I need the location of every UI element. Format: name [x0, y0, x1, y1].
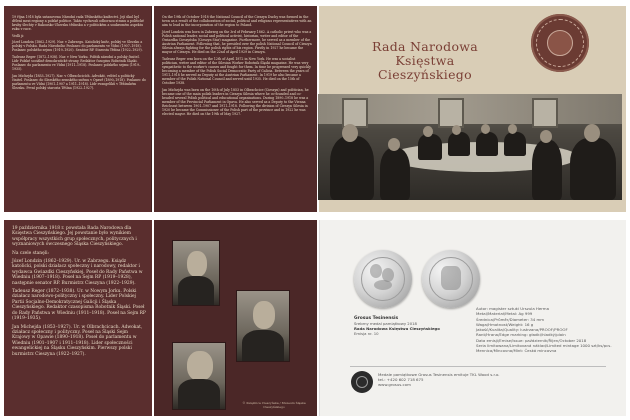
medal-issuer: Grosus Tesinensis: [354, 316, 399, 321]
english-paragraph: Józef Londzin was born in Zabrzeg on the 3rd of February 1862. A catholic priest who was a Polish national leader, social and political activist, historian, writer and editor of the Gwiazdka Cieszyńska (Cieszyn Star) magazine. Furthermore, he served as a member of the Austrian Parliament. Following that, he presided over the polish National Council of Cieszyn Silesia always fighting for the polish rights of his region. Firstly in 1927 he became the mayor of Cieszyn. He died on the 22nd of April 1929 in Cieszyn.: [162, 29, 312, 55]
spec-line: Mennica/Mincovna/Mint: Česká mincovna: [476, 348, 557, 354]
czech-paragraph: Józef Londzin (1862–1929). Nar. v Zabrzegu. Katolický kněz, polský ve Slezsku a polský v Polsku. Rada Národního Poslanec do parlamentu ve Vídni (1907–1918). Poslanec polského sejmu (1919–1920). Senátor RP. Starosta Těšína (1922–1929).: [12, 40, 143, 53]
seal-emblem: [547, 30, 573, 56]
portrait-michejda: [172, 342, 226, 410]
polish-paragraph: Jan Michejda (1853–1927). Ur. w Olbrachcicach. Adwokat, działacz społeczny i polityczny. Poseł na Śląski Sejm Krajowy w Opawie (1890–1918). Poseł do parlamentu w Wiedniu (1901–1907 i 1911–1918). Lider społeczności ewangelickiej na Śląsku Cieszyńskim. Pierwszy polski burmistrz Cieszyna (1922–1927).: [12, 324, 143, 357]
czech-text-panel: [4, 6, 152, 212]
medal-reverse-image: [422, 250, 480, 308]
photo-figure: [476, 132, 498, 156]
photo-window: [532, 98, 558, 128]
polish-paragraph: Józef Londzin (1862–1929). Ur. w Zabrzegu. Ksiądz katolicki, polski działacz społeczny i narodowy, redaktor i wydawca Gwiazdki Cieszyńskiej. Poseł do Rady Państwa w Wiedniu (1907–1918). Poseł na Sejm RP (1919–1928), następnie senator RP. Burmistrz Cieszyna (1922–1929).: [12, 259, 143, 286]
portrait-face: [187, 351, 213, 381]
medal-relief: [374, 280, 392, 290]
czech-paragraph: Tadeusz Reger (1872–1938). Nar. v New Yorku. Politik národní a polský činitel. Lídr Polské sociálně demokratické strany. Redaktor časopisu Robotnik Śląski. Poslanec do parlamentu ve Vídni (1911–1918). Poslanec polského sejmu (1919–1935).: [12, 54, 141, 72]
mint-phone: tel.: +420 602 718 675: [378, 377, 424, 383]
mint-website: www.grosus.com: [378, 382, 411, 388]
brochure-title: [350, 40, 500, 82]
spec-line: Data emisji/Emise/Issue: październik/Říjen/October 2018: [476, 337, 587, 343]
spec-line: Rant/Hrana/Edge marking: gładki/hladký/plain: [476, 332, 566, 338]
photo-figure-head: [388, 138, 400, 151]
czech-paragraph: 19 října 1918 byla ustanovena Národní rada Těšínského knížectví. Její úkol byl dělení mezi regiony a polské politice. Takto vychovali odbornou stranu a politické kruhy šlechty v Rakousko-Uhersku těšínsku a v politickém a soukromém aspektu ruku v ruce.: [12, 15, 144, 32]
english-paragraph: Jan Michejda was born on the 10th of July 1853 in Olbrachcice (Cieszyn) and politician, he became one of the main polish leaders in Cieszyn Silesia where he co-founded and co-headed several Polish political and educational organisations. During 1890–1918 he was a member of the Provincial Parliament in Opava. He also served as a Deputy to the Vienna Reichsrat between 1901–1907 and 1911–1918. Following the division of Cieszyn Silesia in 1920 he became the Commissioner of the Polish part of the province and in 1922 he was elected mayor. He died on the 19th of May 1927.: [162, 87, 309, 117]
photo-figure: [532, 140, 562, 200]
photo-figure-head: [481, 124, 490, 134]
english-paragraph: Tadeusz Reger was born on the 12th of April 1872 in New York. He was a socialist politician, writer and editor of the Silesian Worker Robotnik Śląski magazine. He was very sympathetic to the worker's causes and fought for them. In time he progressed very quickly becoming a member of the Polish Social Democratic Party of Galicia. Between the years of 1911–1918 he served as Deputy at the Austrian Parliament. In 1919 he also became a member of the Polish National Council and served until 1935. He died on the 15th of October 1938.: [162, 56, 311, 86]
czech-paragraph: Jan Michejda (1853–1927). Nar. v Olbrachcicích. Advokát, velitel a politický činitel. Poslanec do Slezského zemského sněmu v Opavě (1890–1918). Poslanec do parlamentu ve Vídni (1901–1907 a 1911–1918). Lídr evangelíků v Těšínském Slezsku. První polský starosta Těšína (1922–1927).: [12, 73, 146, 90]
photo-credit: © Książnica Cieszyńska / Muzeum Śląska Cieszyńskiego: [242, 401, 306, 410]
spec-line: Jakość/Kvalita/Quality: lustrzana/PROOF/PROOF: [476, 327, 568, 333]
portrait-face: [253, 301, 275, 329]
medal-obverse-image: [354, 250, 412, 308]
photo-figure: [448, 132, 470, 156]
coin-card-spread: [4, 220, 626, 416]
spec-line: Metal/Materiał/Metal: Ag 999: [476, 311, 533, 317]
polish-paragraph: Tadeusz Reger (1872–1938). Ur. w Nowym Jorku. Polski działacz narodowo-polityczny i społeczny. Lider Polskiej Partii Socjalno-Demokratycznej Galicji i Śląska Cieszyńskiego. Redaktor czasopisma Robotnik Śląski. Poseł do Rady Państwa w Wiedniu (1911–1918). Poseł na Sejm RP (1919–1935).: [12, 289, 146, 322]
mint-contact: [378, 372, 598, 388]
brochure-title-line: Księstwa Cieszyńskiego: [378, 53, 472, 82]
photo-figure-head: [540, 130, 552, 143]
photo-figure: [330, 136, 374, 200]
english-text-column: [162, 15, 312, 119]
czech-text-column: [12, 15, 146, 92]
polish-text-column: [12, 226, 146, 360]
english-text-panel: [154, 6, 317, 212]
photo-figure-head: [584, 124, 600, 142]
portrait-face: [187, 251, 207, 277]
portrait-reger: [236, 290, 290, 362]
medal-series: Srebrny medal pamiątkowy 2018: [354, 321, 417, 326]
polish-paragraph: 19 października 1918 r. powstała Rada Narodowa dla Księstwa Cieszyńskiego. Jej powstanie było wynikiem współpracy wszystkich grup społecznych, politycznych i wyznaniowych ówczesnego Śląska Cieszyńskiego.: [12, 226, 137, 248]
photo-figure-head: [508, 124, 517, 134]
photo-window: [342, 98, 368, 128]
spec-line: Seria limitowana/Limitovaná náklad/Limited mintage 1000 szt/ks/pcs.: [476, 343, 612, 349]
photo-figure: [418, 134, 442, 160]
council-seal-icon: [531, 14, 589, 72]
mint-logo-ring: [356, 376, 368, 388]
medal-specs-list: [476, 306, 624, 354]
coin-info-card: [319, 220, 626, 416]
portrait-coat: [242, 330, 284, 362]
brochure-title-line: Rada Narodowa: [371, 39, 479, 54]
polish-text-panel: [4, 220, 152, 416]
spec-line: Średnica/Průměr/Diameter: 34 mm: [476, 316, 545, 322]
portrait-londzin: [172, 240, 220, 306]
mint-issuer-line: Medale pamiątkowe Grosus Tesinensis emituje TKL Wood s.r.o.: [378, 372, 500, 377]
medal-relief: [370, 264, 382, 278]
photo-figure-head: [452, 125, 461, 135]
medal-name: Rada Narodowa Księstwa Cieszyńskiego: [354, 326, 440, 331]
photo-figure-head: [342, 124, 358, 142]
spec-line: Waga/Hmotnost/Weight: 16 g: [476, 321, 534, 327]
portraits-panel: [154, 220, 317, 416]
medal-title-block: [354, 316, 474, 336]
medal-relief: [441, 266, 461, 290]
portrait-coat: [178, 276, 215, 305]
medal-edition: Emisja nr. 10: [354, 331, 379, 336]
mint-logo-icon: [351, 371, 373, 393]
portrait-coat: [178, 379, 220, 409]
czech-paragraph: Vedli ji:: [12, 33, 25, 38]
polish-paragraph: Na czele stanęli:: [12, 250, 49, 256]
english-paragraph: On the 19th of October 1918 the National Council of the Cieszyn Duchy was formed in the town as a result of the collaboration of social, political and religious representatives with an aim to lead in the incorporation of the region to Poland.: [162, 15, 312, 28]
spec-line: Autor: magister sztuki Urszula Herma: [476, 306, 549, 311]
photo-figure: [380, 148, 410, 200]
photo-figure: [570, 138, 616, 200]
council-meeting-photo: [318, 94, 622, 200]
photo-figure-head: [423, 126, 433, 137]
photo-window: [438, 98, 464, 128]
divider: [350, 366, 606, 367]
photo-figure: [504, 132, 526, 156]
